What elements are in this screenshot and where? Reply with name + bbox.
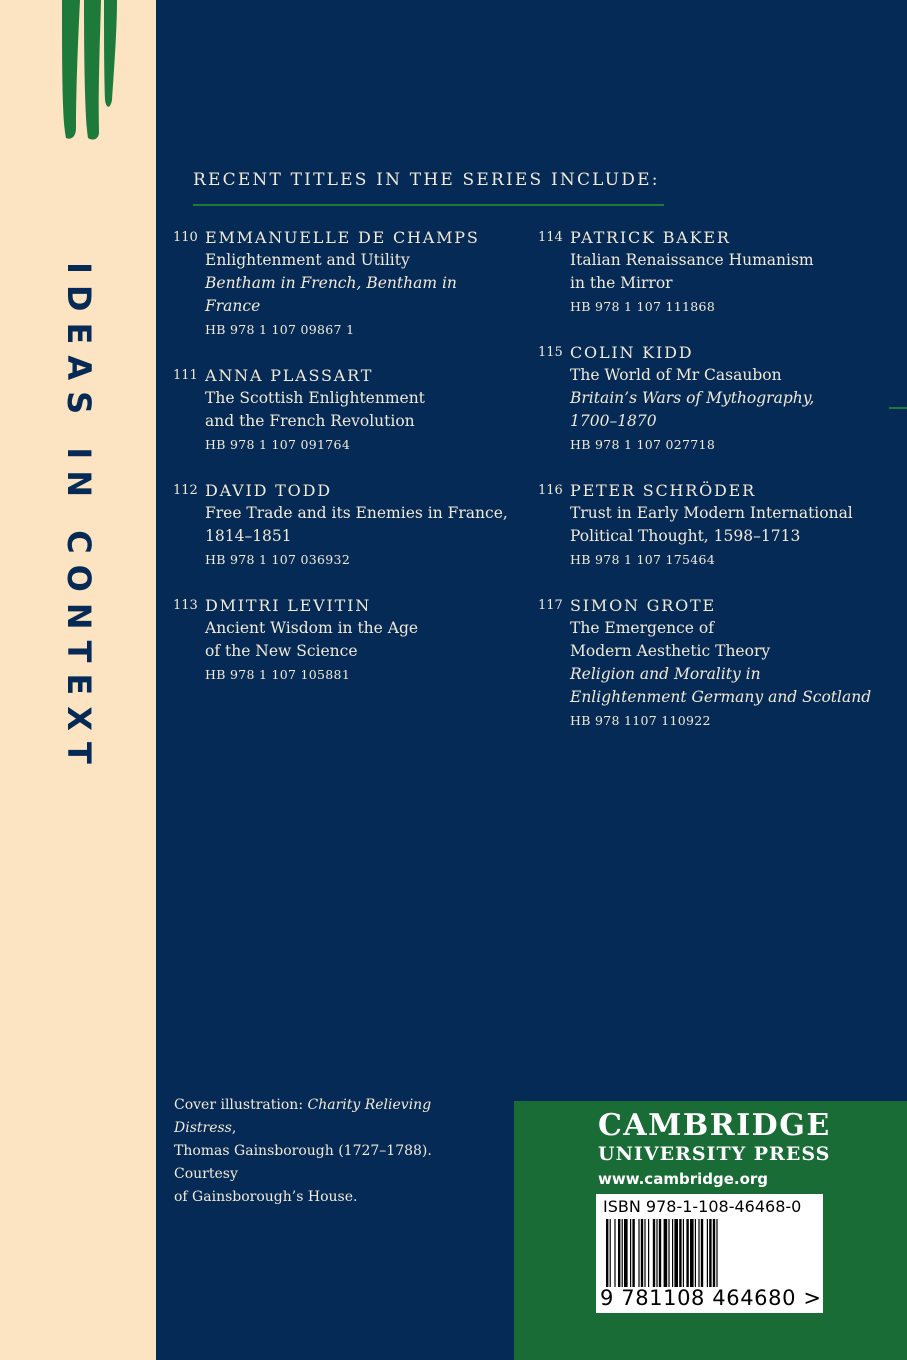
barcode-bar <box>644 1219 645 1287</box>
book-subtitle-line: Enlightenment Germany and Scotland <box>570 688 872 706</box>
barcode-bar <box>659 1219 661 1287</box>
barcode-digits: 9 781108 464680 > <box>600 1286 822 1310</box>
book-isbn: HB 978 1 107 105881 <box>205 667 351 682</box>
barcode-bar <box>668 1219 669 1287</box>
book-isbn: HB 978 1 107 036932 <box>205 552 351 567</box>
book-isbn: HB 978 1 107 027718 <box>570 437 716 452</box>
barcode-bar <box>701 1219 703 1287</box>
book-author: DAVID TODD <box>205 481 332 500</box>
publisher-name: CAMBRIDGE <box>598 1108 831 1143</box>
book-number: 116 <box>538 483 563 498</box>
barcode-bar <box>698 1219 699 1287</box>
barcode-bar <box>690 1219 694 1287</box>
book-entry <box>538 479 878 572</box>
book-author: EMMANUELLE DE CHAMPS <box>205 228 480 247</box>
book-number: 111 <box>173 368 198 383</box>
titles-column-right <box>538 226 878 755</box>
book-number: 113 <box>173 598 198 613</box>
book-number: 115 <box>538 345 563 360</box>
barcode-bar <box>648 1219 649 1287</box>
barcode-bar <box>632 1219 634 1287</box>
credit-line-2: Thomas Gainsborough (1727–1788). Courtesy <box>174 1143 432 1182</box>
barcode-bar <box>664 1219 668 1287</box>
book-entry <box>538 341 878 457</box>
publisher-subname: UNIVERSITY PRESS <box>598 1143 831 1165</box>
barcode-bar <box>686 1219 688 1287</box>
book-number: 114 <box>538 230 563 245</box>
barcode-bar <box>709 1219 711 1287</box>
heading-rule <box>193 204 664 206</box>
book-subtitle-line: Britain’s Wars of Mythography, <box>570 389 815 407</box>
book-entry <box>538 594 878 733</box>
barcode-bar <box>624 1219 628 1287</box>
green-stripes-decoration <box>0 0 156 150</box>
barcode-bar <box>618 1219 620 1287</box>
series-heading: RECENT TITLES IN THE SERIES INCLUDE: <box>193 170 660 190</box>
book-author: DMITRI LEVITIN <box>205 596 372 615</box>
book-title-line: Ancient Wisdom in the Age <box>205 619 419 637</box>
barcode-bar <box>672 1219 673 1287</box>
barcode-isbn: ISBN 978-1-108-46468-0 <box>603 1197 802 1216</box>
book-number: 110 <box>173 230 198 245</box>
book-title-line: Italian Renaissance Humanism <box>570 251 814 269</box>
book-entry <box>173 226 513 342</box>
book-entry <box>173 364 513 457</box>
barcode-bar <box>606 1219 608 1287</box>
titles-column-left <box>173 226 513 709</box>
credit-artwork: Charity Relieving Distress <box>174 1097 432 1136</box>
book-author: PETER SCHRÖDER <box>570 481 757 500</box>
barcode-bar <box>653 1219 655 1287</box>
barcode-bar <box>695 1219 696 1287</box>
book-title-line: and the French Revolution <box>205 412 415 430</box>
barcode-bar <box>674 1219 678 1287</box>
book-title-line: Enlightenment and Utility <box>205 251 410 269</box>
edge-mark <box>889 407 907 409</box>
barcode-bars <box>606 1219 812 1287</box>
book-title-line: The World of Mr Casaubon <box>570 366 782 384</box>
book-entry <box>538 226 878 319</box>
book-title-line: Political Thought, 1598–1713 <box>570 527 801 545</box>
book-number: 117 <box>538 598 563 613</box>
barcode-bar <box>614 1219 615 1287</box>
barcode-bar <box>683 1219 684 1287</box>
book-author: SIMON GROTE <box>570 596 716 615</box>
barcode-bar <box>707 1219 708 1287</box>
barcode-bar <box>622 1219 623 1287</box>
barcode-bar <box>679 1219 681 1287</box>
book-title-line: Free Trade and its Enemies in France, <box>205 504 508 522</box>
book-isbn: HB 978 1107 110922 <box>570 713 711 728</box>
book-title-line: Modern Aesthetic Theory <box>570 642 771 660</box>
book-subtitle-line: Bentham in French, Bentham in France <box>205 274 457 315</box>
cover-credit: Cover illustration: Charity Relieving Distress, Thomas Gainsborough (1727–1788). Courtesy of Gainsborough’s House. <box>174 1097 432 1205</box>
barcode-bar <box>610 1219 611 1287</box>
book-number: 112 <box>173 483 198 498</box>
book-entry <box>173 594 513 687</box>
book-subtitle-line: 1700–1870 <box>570 412 657 430</box>
book-title-line: of the New Science <box>205 642 358 660</box>
spine <box>0 0 156 1360</box>
publisher-block <box>514 1101 907 1360</box>
barcode-bar <box>713 1219 715 1287</box>
barcode <box>596 1194 823 1313</box>
book-title-line: The Emergence of <box>570 619 714 637</box>
book-isbn: HB 978 1 107 111868 <box>570 299 716 314</box>
series-title: IDEAS IN CONTEXT <box>60 262 98 775</box>
book-author: COLIN KIDD <box>570 343 694 362</box>
book-author: PATRICK BAKER <box>570 228 731 247</box>
book-author: ANNA PLASSART <box>205 366 374 385</box>
book-title-line: The Scottish Enlightenment <box>205 389 425 407</box>
book-isbn: HB 978 1 107 091764 <box>205 437 351 452</box>
book-entry <box>173 479 513 572</box>
barcode-bar <box>638 1219 639 1287</box>
book-title-line: in the Mirror <box>570 274 673 292</box>
barcode-bar <box>656 1219 657 1287</box>
credit-prefix: Cover illustration: <box>174 1097 308 1113</box>
book-subtitle-line: Religion and Morality in <box>570 665 761 683</box>
book-title-line: 1814–1851 <box>205 527 292 545</box>
barcode-bar <box>716 1219 717 1287</box>
book-title-line: Trust in Early Modern International <box>570 504 853 522</box>
publisher-logo <box>598 1109 831 1191</box>
barcode-bar <box>641 1219 643 1287</box>
book-isbn: HB 978 1 107 09867 1 <box>205 322 355 337</box>
book-isbn: HB 978 1 107 175464 <box>570 552 716 567</box>
credit-line-3: of Gainsborough’s House. <box>174 1189 358 1205</box>
publisher-url: www.cambridge.org <box>598 1170 769 1188</box>
barcode-bar <box>630 1219 631 1287</box>
